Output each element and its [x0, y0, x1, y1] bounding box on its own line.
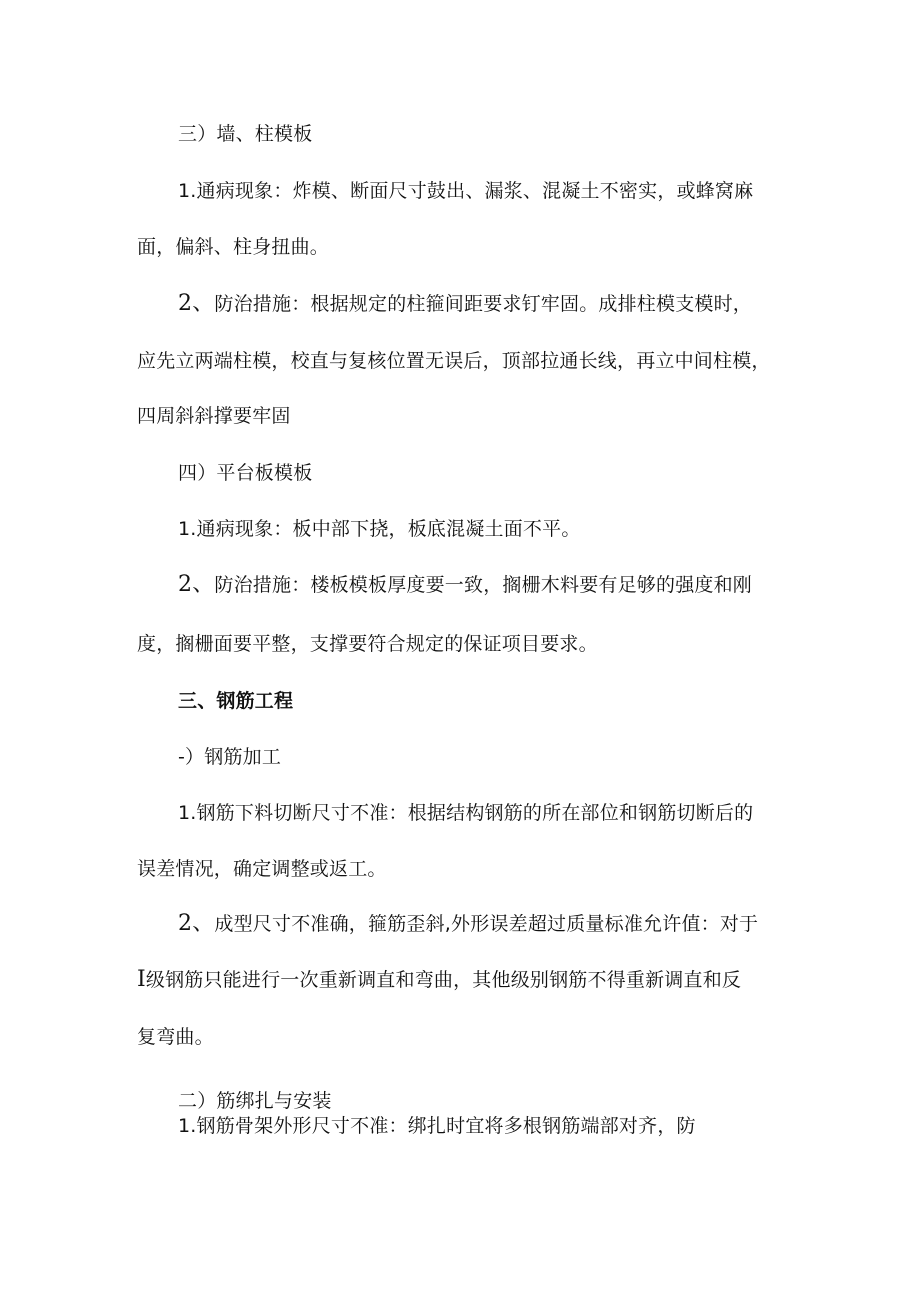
paragraph-text: 防治措施：根据规定的柱箍间距要求钉牢固。成排柱模支模时，: [214, 293, 753, 315]
paragraph-line: 1.通病现象：板中部下挠，板底混凝土面不平。: [178, 518, 581, 540]
paragraph-line: 1.钢筋骨架外形尺寸不准：绑扎时宜将多根钢筋端部对齐，防: [178, 1115, 696, 1137]
roman-numeral-grade: Ⅰ: [137, 967, 146, 992]
paragraph-line: [178, 912, 758, 936]
section-heading-rebar-binding: 二）筋绑扎与安装: [178, 1090, 332, 1112]
paragraph-line: 复弯曲。: [137, 1026, 214, 1048]
paragraph-line: 1.通病现象：炸模、断面尺寸鼓出、漏浆、混凝土不密实，或蜂窝麻: [178, 180, 754, 202]
part-heading-rebar-works: 三、钢筋工程: [178, 690, 294, 712]
paragraph-line: [178, 292, 752, 316]
paragraph-line: 误差情况，确定调整或返工。: [137, 858, 387, 880]
section-heading-platform-formwork: 四）平台板模板: [178, 462, 313, 484]
paragraph-line: 四周斜斜撑要牢固: [137, 405, 291, 427]
paragraph-line: [137, 968, 741, 992]
section-heading-rebar-processing: -）钢筋加工: [178, 746, 282, 768]
paragraph-text: 级钢筋只能进行一次重新调直和弯曲，其他级别钢筋不得重新调直和反: [145, 969, 742, 991]
paragraph-text: 防治措施：楼板模板厚度要一致，搁栅木料要有足够的强度和刚: [214, 574, 753, 596]
paragraph-line: 度，搁栅面要平整，支撑要符合规定的保证项目要求。: [137, 633, 598, 655]
section-heading-wall-column-formwork: 三）墙、柱模板: [178, 123, 313, 145]
paragraph-line: 应先立两端柱模，校直与复核位置无误后，顶部拉通长线，再立中间柱模，: [137, 350, 771, 372]
list-number: 2、: [178, 572, 215, 597]
paragraph-line: 1.钢筋下料切断尺寸不准：根据结构钢筋的所在部位和钢筋切断后的: [178, 802, 754, 824]
paragraph-line: [178, 573, 752, 597]
paragraph-line: 面，偏斜、柱身扭曲。: [137, 236, 330, 258]
list-number: 2、: [178, 291, 215, 316]
paragraph-text: 成型尺寸不准确，箍筋歪斜,外形误差超过质量标准允许值：对于: [214, 913, 759, 935]
list-number: 2、: [178, 911, 215, 936]
